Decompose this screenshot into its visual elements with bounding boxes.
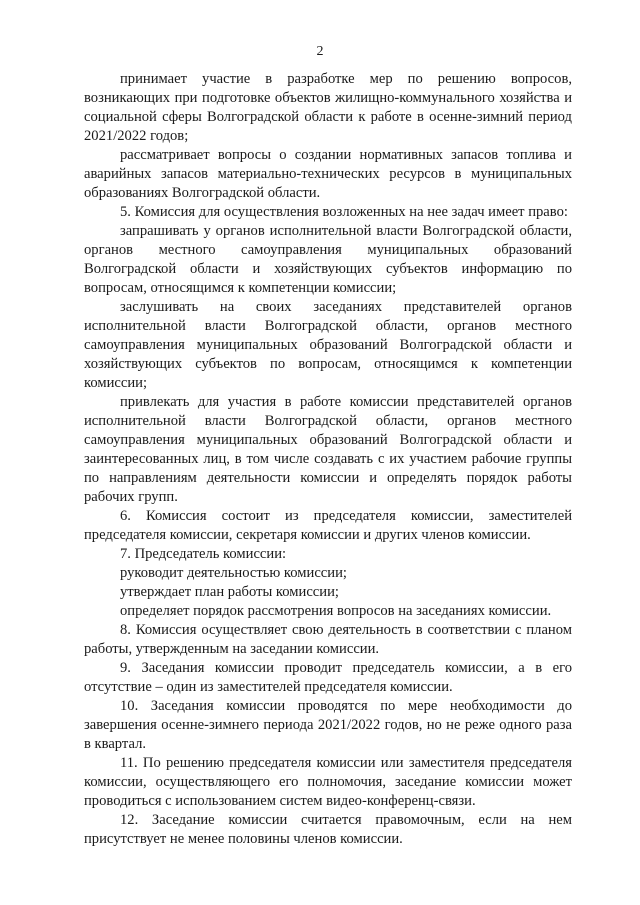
paragraph: 6. Комиссия состоит из председателя комиссии, заместителей председателя комиссии, секретаря комиссии и других членов комиссии.	[84, 508, 572, 543]
paragraph: руководит деятельностью комиссии;	[120, 565, 347, 581]
paragraph: утверждает план работы комиссии;	[120, 584, 339, 600]
paragraph: принимает участие в разработке мер по решению вопросов, возникающих при подготовке объектов жилищно-коммунального хозяйства и социальной сферы Волгоградской области к работе в осенне-зимний период 2021/2022 годов;	[84, 71, 572, 144]
paragraph: определяет порядок рассмотрения вопросов на заседаниях комиссии.	[120, 603, 552, 619]
paragraph: заслушивать на своих заседаниях представителей органов исполнительной власти Волгоградской области, органов местного самоуправления муниципальных образований Волгоградской области и хозяйствующих субъектов по вопросам, относящимся к компетенции комиссии;	[84, 299, 572, 391]
paragraph: 12. Заседание комиссии считается правомочным, если на нем присутствует не менее половины членов комиссии.	[84, 812, 572, 847]
paragraph: 10. Заседания комиссии проводятся по мере необходимости до завершения осенне-зимнего периода 2021/2022 годов, но не реже одного раза в квартал.	[84, 698, 572, 752]
paragraph: привлекать для участия в работе комиссии представителей органов исполнительной власти Волгоградской области, органов местного самоуправления муниципальных образований Волгоградской области и заинтересованных лиц, в том числе создавать с их участием рабочие группы по направлениям деятельности комиссии и определять порядок работы рабочих групп.	[84, 394, 572, 505]
page-number: 2	[316, 44, 324, 59]
document-body	[84, 70, 572, 849]
paragraph: 11. По решению председателя комиссии или заместителя председателя комиссии, осуществляющего его полномочия, заседание комиссии может проводиться с использованием систем видео-конференц-связи.	[84, 755, 572, 809]
paragraph: рассматривает вопросы о создании нормативных запасов топлива и аварийных запасов материально-технических ресурсов в муниципальных образованиях Волгоградской области.	[84, 147, 572, 201]
paragraph: 5. Комиссия для осуществления возложенных на нее задач имеет право:	[120, 204, 568, 220]
paragraph: 7. Председатель комиссии:	[120, 546, 287, 562]
paragraph: запрашивать у органов исполнительной власти Волгоградской области, органов местного самоуправления муниципальных образований Волгоградской области и хозяйствующих субъектов информацию по вопросам, относящимся к компетенции комиссии;	[84, 223, 572, 296]
paragraph: 8. Комиссия осуществляет свою деятельность в соответствии с планом работы, утвержденным на заседании комиссии.	[84, 622, 572, 657]
paragraph: 9. Заседания комиссии проводит председатель комиссии, а в его отсутствие – один из заместителей председателя комиссии.	[84, 660, 572, 695]
